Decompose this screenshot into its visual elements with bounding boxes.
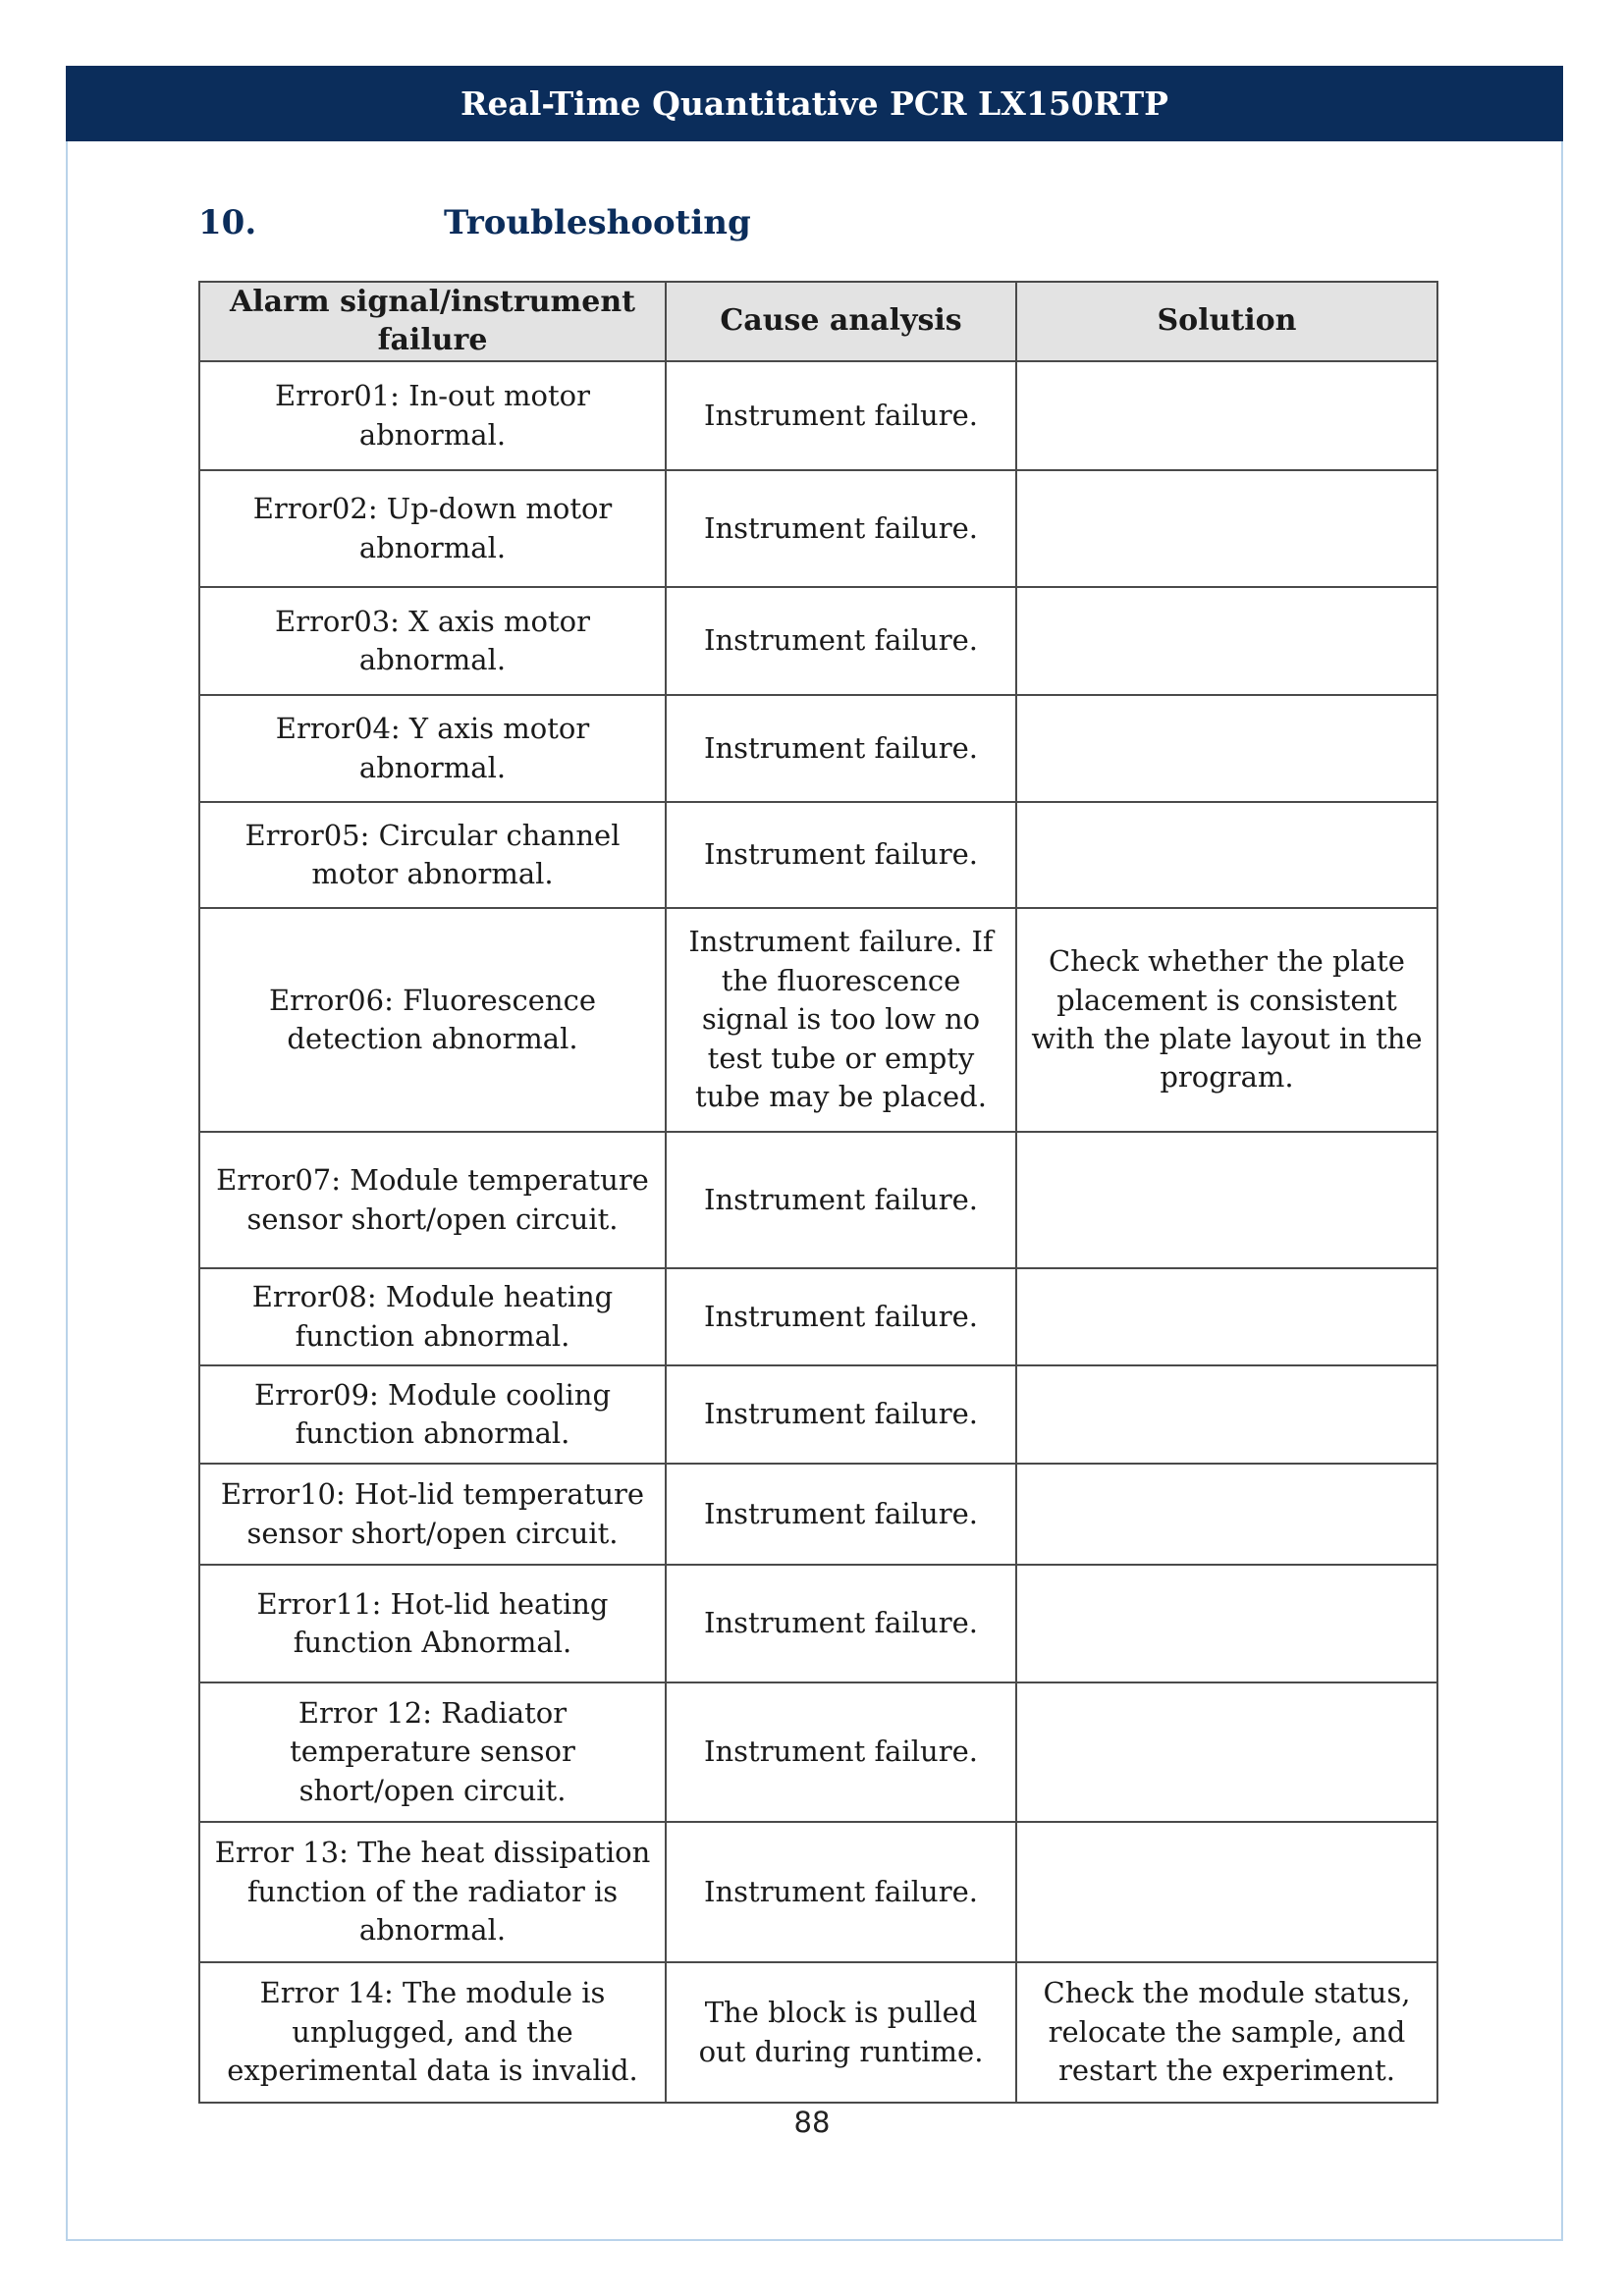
- solution-cell: [1016, 361, 1437, 470]
- cause-cell: Instrument failure.: [666, 1464, 1016, 1565]
- cause-cell: Instrument failure.: [666, 1565, 1016, 1682]
- column-header-alarm: Alarm signal/instrument failure: [199, 282, 666, 361]
- solution-cell: [1016, 470, 1437, 587]
- table-row: [199, 1565, 1437, 1682]
- cause-cell: Instrument failure.: [666, 1822, 1016, 1962]
- alarm-cell: Error03: X axis motor abnormal.: [199, 587, 666, 695]
- table-row: [199, 1822, 1437, 1962]
- solution-cell: [1016, 1268, 1437, 1365]
- solution-cell: [1016, 1365, 1437, 1464]
- cause-cell: The block is pulled out during runtime.: [666, 1962, 1016, 2103]
- solution-cell: [1016, 1822, 1437, 1962]
- alarm-cell: Error08: Module heating function abnormal.: [199, 1268, 666, 1365]
- table-row: [199, 1268, 1437, 1365]
- cause-cell: Instrument failure.: [666, 470, 1016, 587]
- cause-cell: Instrument failure.: [666, 695, 1016, 802]
- alarm-cell: Error 14: The module is unplugged, and the experimental data is invalid.: [199, 1962, 666, 2103]
- alarm-cell: Error02: Up-down motor abnormal.: [199, 470, 666, 587]
- table-row: [199, 1962, 1437, 2103]
- alarm-cell: Error06: Fluorescence detection abnormal.: [199, 908, 666, 1132]
- page-number: 88: [793, 2106, 831, 2139]
- alarm-cell: Error01: In-out motor abnormal.: [199, 361, 666, 470]
- table-row: [199, 470, 1437, 587]
- cause-cell: Instrument failure.: [666, 802, 1016, 908]
- table-row: [199, 361, 1437, 470]
- alarm-cell: Error11: Hot-lid heating function Abnormal.: [199, 1565, 666, 1682]
- alarm-cell: Error09: Module cooling function abnormal.: [199, 1365, 666, 1464]
- table-row: [199, 908, 1437, 1132]
- table-header-row: [199, 282, 1437, 361]
- solution-cell: Check whether the plate placement is consistent with the plate layout in the program.: [1016, 908, 1437, 1132]
- document-title: Real-Time Quantitative PCR LX150RTP: [460, 84, 1168, 123]
- solution-cell: [1016, 1132, 1437, 1268]
- column-header-cause: Cause analysis: [666, 282, 1016, 361]
- cause-cell: Instrument failure.: [666, 1132, 1016, 1268]
- cause-cell: Instrument failure.: [666, 587, 1016, 695]
- section-heading: [198, 199, 751, 246]
- alarm-cell: Error04: Y axis motor abnormal.: [199, 695, 666, 802]
- cause-cell: Instrument failure.: [666, 361, 1016, 470]
- table-row: [199, 1682, 1437, 1822]
- alarm-cell: Error 13: The heat dissipation function of the radiator is abnormal.: [199, 1822, 666, 1962]
- alarm-cell: Error 12: Radiator temperature sensor short/open circuit.: [199, 1682, 666, 1822]
- table-row: [199, 1365, 1437, 1464]
- table-row: [199, 802, 1437, 908]
- solution-cell: [1016, 802, 1437, 908]
- solution-cell: [1016, 1464, 1437, 1565]
- table-row: [199, 695, 1437, 802]
- alarm-cell: Error10: Hot-lid temperature sensor short/open circuit.: [199, 1464, 666, 1565]
- solution-cell: [1016, 587, 1437, 695]
- solution-cell: [1016, 695, 1437, 802]
- column-header-solution: Solution: [1016, 282, 1437, 361]
- cause-cell: Instrument failure.: [666, 1268, 1016, 1365]
- table-row: [199, 587, 1437, 695]
- cause-cell: Instrument failure.: [666, 1682, 1016, 1822]
- cause-cell: Instrument failure.: [666, 1365, 1016, 1464]
- troubleshooting-table: [198, 281, 1438, 2104]
- solution-cell: [1016, 1565, 1437, 1682]
- section-number: 10.: [198, 203, 257, 242]
- document-header: [66, 66, 1563, 141]
- section-title: Troubleshooting: [444, 203, 751, 242]
- alarm-cell: Error07: Module temperature sensor short/open circuit.: [199, 1132, 666, 1268]
- table-row: [199, 1464, 1437, 1565]
- table-row: [199, 1132, 1437, 1268]
- cause-cell: Instrument failure. If the fluorescence signal is too low no test tube or empty tube may be placed.: [666, 908, 1016, 1132]
- alarm-cell: Error05: Circular channel motor abnormal.: [199, 802, 666, 908]
- solution-cell: Check the module status, relocate the sample, and restart the experiment.: [1016, 1962, 1437, 2103]
- solution-cell: [1016, 1682, 1437, 1822]
